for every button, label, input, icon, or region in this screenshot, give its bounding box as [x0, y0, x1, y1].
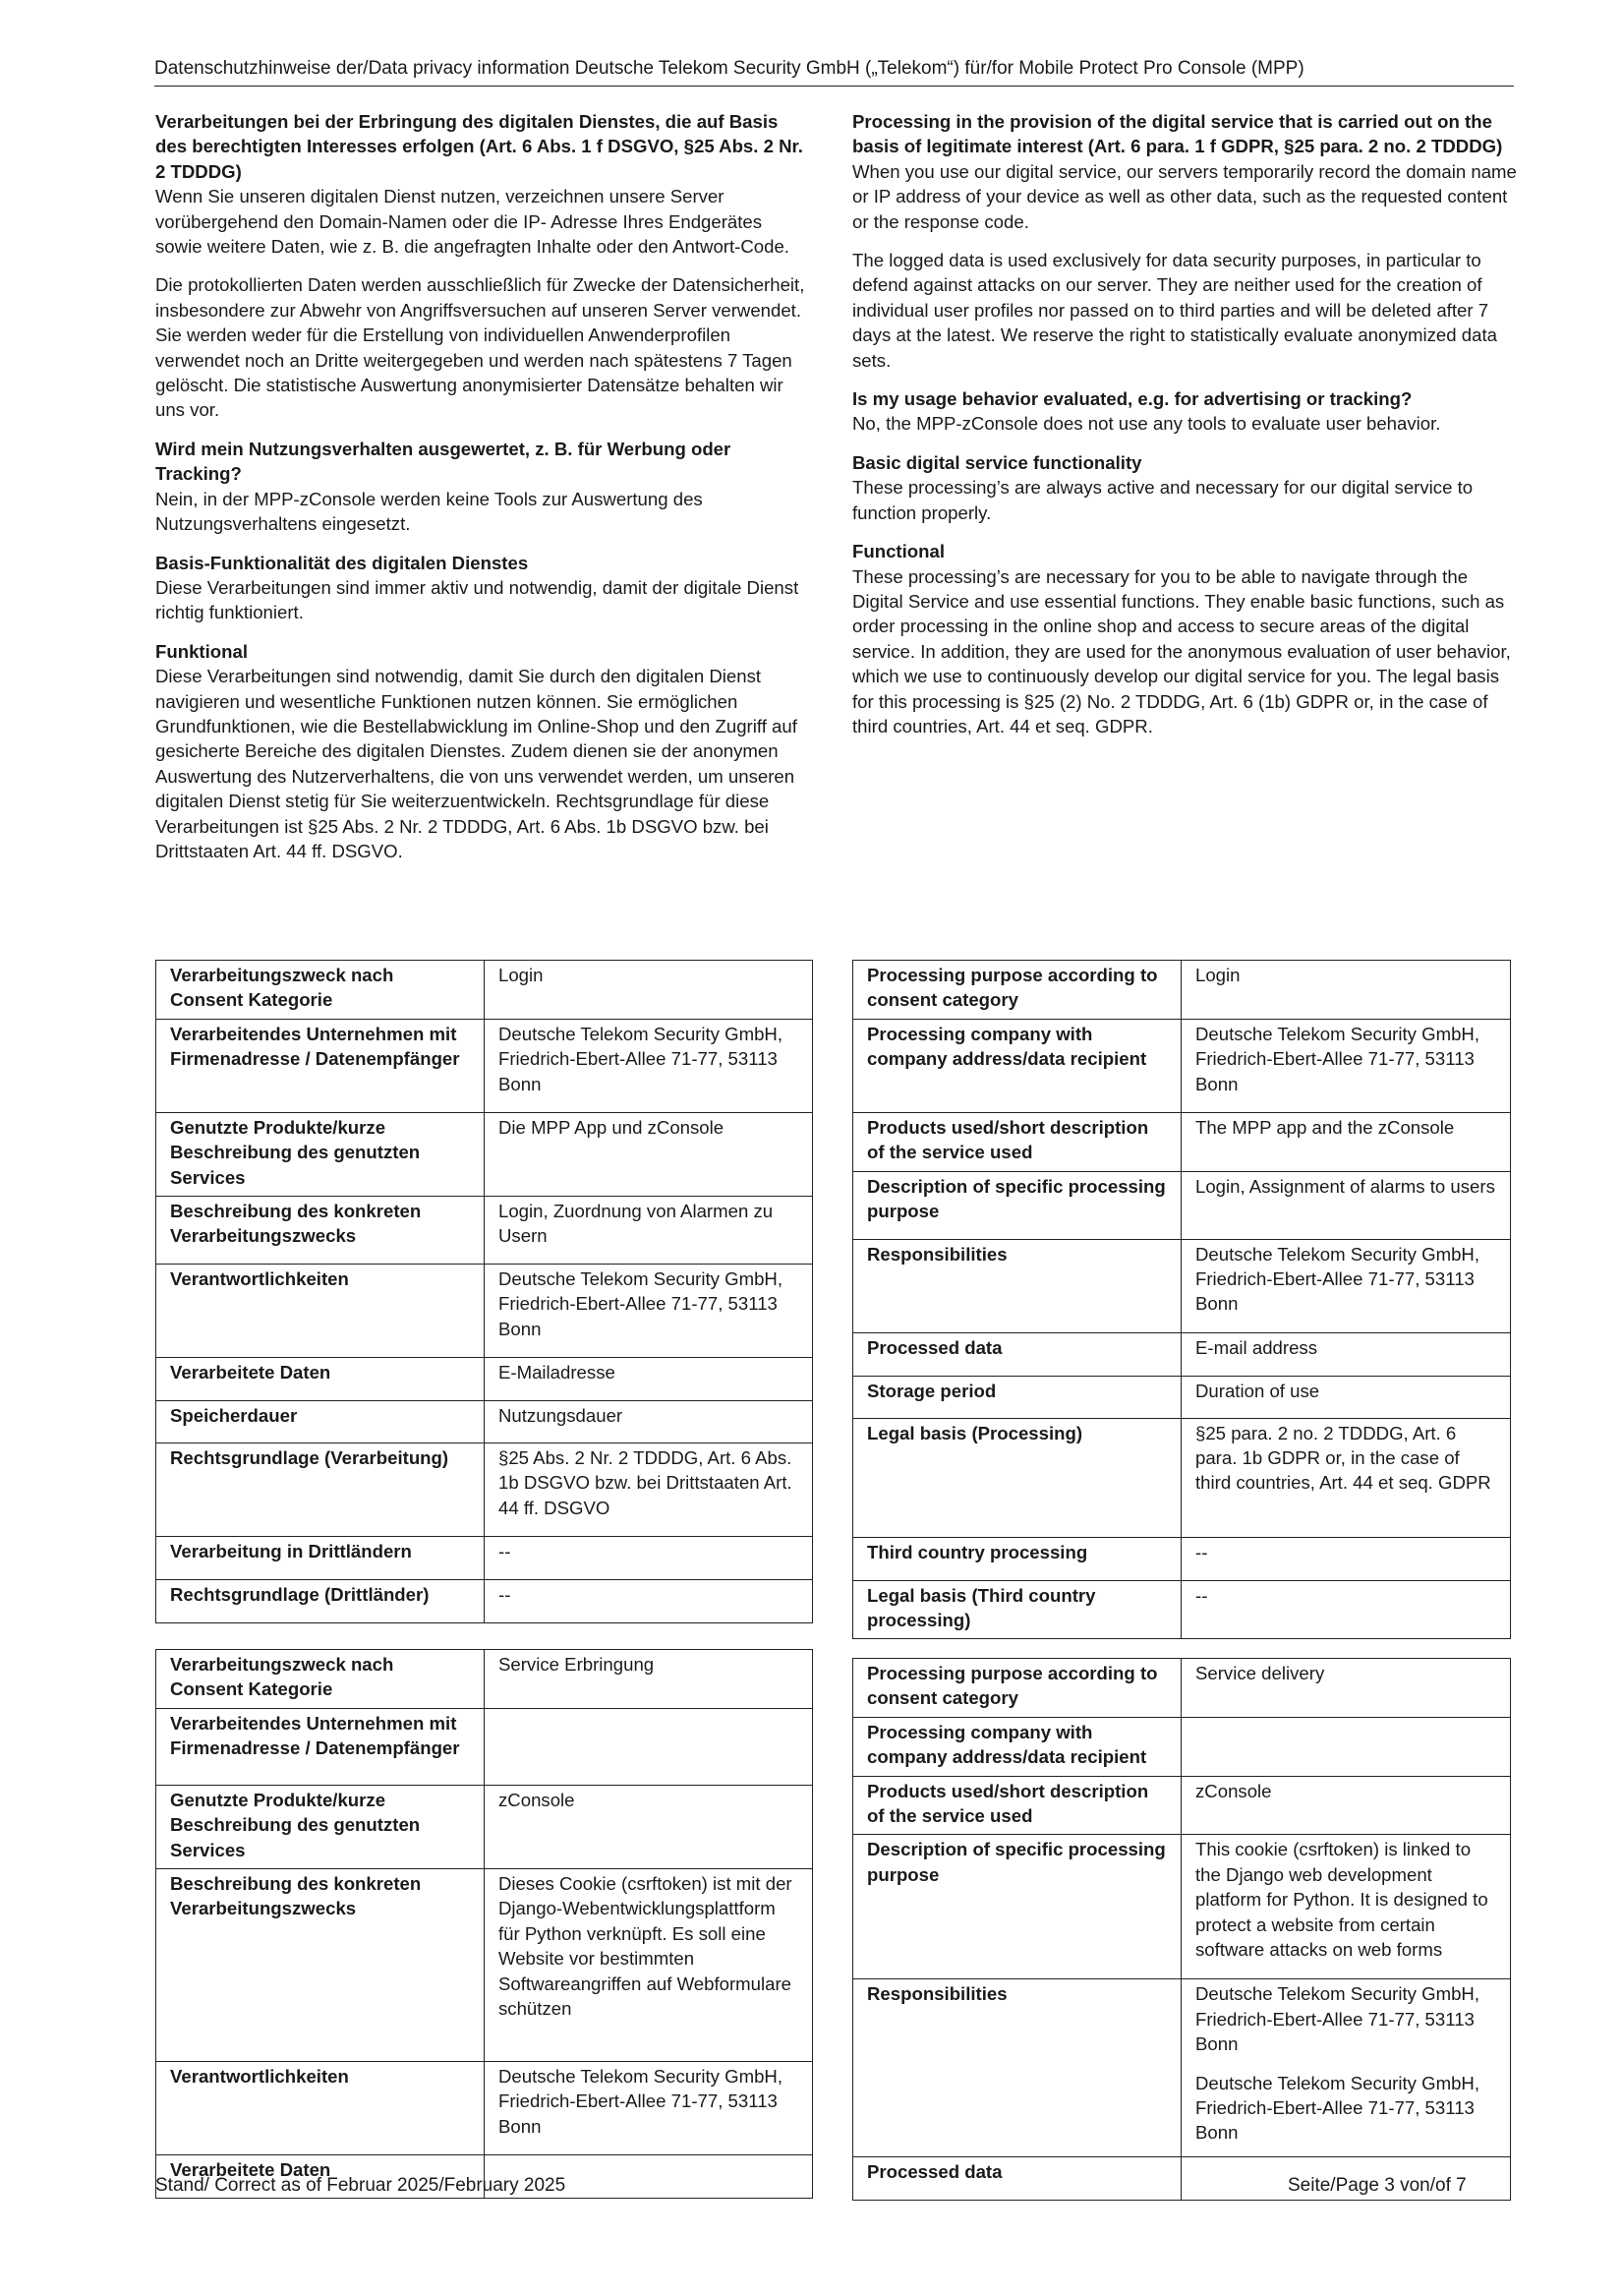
- section-heading: Functional: [852, 541, 945, 562]
- paragraph: Die protokollierten Daten werden ausschließlich für Zwecke der Datensicherheit, insbesondere zur Abwehr von Angriffsversuchen auf unseren Server verwendet. Sie werden weder für die Erstellung von individuellen Anwenderprofilen verwendet noch an Dritte weitergegeben und werden nach spätestens 7 Tagen gelöscht. Die statistische Auswertung anonymisierter Datensätze behalten wir uns vor.: [155, 274, 805, 421]
- section-basic-functionality: [852, 450, 1517, 525]
- table-row: [156, 1358, 813, 1401]
- table-key: Products used/short description of the service used: [853, 1112, 1182, 1171]
- table-row: [853, 1112, 1511, 1171]
- table-value: [1182, 1717, 1511, 1776]
- table-en-service: [852, 1658, 1511, 2201]
- table-key: Description of specific processing purpose: [853, 1835, 1182, 1979]
- table-value: This cookie (csrftoken) is linked to the Django web development platform for Python. It is designed to protect a website from certain software attacks on web forms: [1182, 1835, 1511, 1979]
- table-key: Speicherdauer: [156, 1401, 485, 1443]
- table-row: [156, 961, 813, 1020]
- section-functional: [155, 639, 807, 864]
- table-value: §25 para. 2 no. 2 TDDDG, Art. 6 para. 1b GDPR or, in the case of third countries, Art. 44 et seq. GDPR: [1182, 1418, 1511, 1537]
- table-key: Processing purpose according to consent category: [853, 961, 1182, 1020]
- table-row: [853, 1376, 1511, 1418]
- paragraph: When you use our digital service, our servers temporarily record the domain name or IP address of your device as well as other data, such as the requested content or the response code.: [852, 160, 1517, 232]
- table-row: [156, 1537, 813, 1580]
- table-key: Verantwortlichkeiten: [156, 1265, 485, 1358]
- table-value: Deutsche Telekom Security GmbH, Friedrich-Ebert-Allee 71-77, 53113 Bonn: [485, 1265, 813, 1358]
- section-legitimate-interest: [852, 109, 1517, 373]
- paragraph: No, the MPP-zConsole does not use any tools to evaluate user behavior.: [852, 413, 1441, 435]
- table-row: [853, 1418, 1511, 1537]
- section-functional: [852, 539, 1517, 738]
- table-value: E-Mailadresse: [485, 1358, 813, 1401]
- table-key: Beschreibung des konkreten Verarbeitungszwecks: [156, 1869, 485, 2062]
- table-row: [853, 1239, 1511, 1332]
- section-heading: Basis-Funktionalität des digitalen Dienstes: [155, 552, 529, 573]
- table-value: Login: [1182, 961, 1511, 1020]
- footer-page-number: Seite/Page 3 von/of 7: [1288, 2175, 1467, 2196]
- table-value: [485, 1708, 813, 1785]
- table-row: [156, 1197, 813, 1265]
- table-key: Verarbeitung in Drittländern: [156, 1537, 485, 1580]
- table-value: zConsole: [1182, 1776, 1511, 1835]
- footer-date: Stand/ Correct as of Februar 2025/February 2025: [155, 2175, 566, 2196]
- table-value: --: [1182, 1580, 1511, 1639]
- table-value: --: [1182, 1537, 1511, 1580]
- table-row: [156, 1785, 813, 1868]
- table-row: [156, 2062, 813, 2155]
- table-value: Service delivery: [1182, 1659, 1511, 1718]
- section-heading: Processing in the provision of the digital service that is carried out on the basis of legitimate interest (Art. 6 para. 1 f GDPR, §25 para. 2 no. 2 TDDDG): [852, 111, 1503, 157]
- table-key: Beschreibung des konkreten Verarbeitungszwecks: [156, 1197, 485, 1265]
- table-row: [156, 1019, 813, 1112]
- table-de-login: [155, 960, 813, 1623]
- table-key: Verarbeitendes Unternehmen mit Firmenadresse / Datenempfänger: [156, 1019, 485, 1112]
- paragraph: Wenn Sie unseren digitalen Dienst nutzen, verzeichnen unsere Server vorübergehend den Domain-Namen oder die IP- Adresse Ihres Endgerätes sowie weitere Daten, wie z. B. die angefragten Inhalte oder den Antwort-Code.: [155, 186, 789, 258]
- table-value: Deutsche Telekom Security GmbH, Friedrich-Ebert-Allee 71-77, 53113 Bonn: [1182, 1239, 1511, 1332]
- table-key: Verarbeitungszweck nach Consent Kategorie: [156, 961, 485, 1020]
- section-heading: Wird mein Nutzungsverhalten ausgewertet, z. B. für Werbung oder Tracking?: [155, 438, 731, 485]
- column-english: [852, 109, 1517, 752]
- table-value: Die MPP App und zConsole: [485, 1112, 813, 1196]
- table-key: Verarbeitungszweck nach Consent Kategorie: [156, 1650, 485, 1709]
- table-value: Duration of use: [1182, 1376, 1511, 1418]
- section-basic-functionality: [155, 551, 807, 625]
- table-key: Storage period: [853, 1376, 1182, 1418]
- table-value: Service Erbringung: [485, 1650, 813, 1709]
- table-value-text: Deutsche Telekom Security GmbH, Friedrich-Ebert-Allee 71-77, 53113 Bonn: [1195, 1983, 1480, 2055]
- table-key: Verarbeitendes Unternehmen mit Firmenadresse / Datenempfänger: [156, 1708, 485, 1785]
- table-key: Processed data: [853, 1332, 1182, 1376]
- table-key: Products used/short description of the service used: [853, 1776, 1182, 1835]
- table-key: Description of specific processing purpose: [853, 1171, 1182, 1239]
- table-row: [853, 1019, 1511, 1112]
- table-row: [156, 1401, 813, 1443]
- table-de-service: [155, 1649, 813, 2199]
- table-row: [853, 1580, 1511, 1639]
- table-row: [156, 1112, 813, 1196]
- section-heading: Verarbeitungen bei der Erbringung des digitalen Dienstes, die auf Basis des berechtigten Interesses erfolgen (Art. 6 Abs. 1 f DSGVO, §25 Abs. 2 Nr. 2 TDDDG): [155, 111, 803, 182]
- table-value: --: [485, 1580, 813, 1623]
- table-value: [1182, 1979, 1511, 2157]
- table-value: The MPP app and the zConsole: [1182, 1112, 1511, 1171]
- table-row: [853, 1835, 1511, 1979]
- table-value: Login, Zuordnung von Alarmen zu Usern: [485, 1197, 813, 1265]
- paragraph: Diese Verarbeitungen sind immer aktiv und notwendig, damit der digitale Dienst richtig funktioniert.: [155, 576, 799, 623]
- page-header: Datenschutzhinweise der/Data privacy information Deutsche Telekom Security GmbH („Telekom“) für/for Mobile Protect Pro Console (MPP): [154, 56, 1514, 87]
- table-row: [853, 1717, 1511, 1776]
- section-heading: Is my usage behavior evaluated, e.g. for advertising or tracking?: [852, 388, 1413, 410]
- table-key: Rechtsgrundlage (Drittländer): [156, 1580, 485, 1623]
- table-value: --: [485, 1537, 813, 1580]
- table-value: §25 Abs. 2 Nr. 2 TDDDG, Art. 6 Abs. 1b DSGVO bzw. bei Drittstaaten Art. 44 ff. DSGVO: [485, 1443, 813, 1537]
- table-value: zConsole: [485, 1785, 813, 1868]
- table-row: [853, 1332, 1511, 1376]
- section-legitimate-interest: [155, 109, 807, 423]
- table-value: E-mail address: [1182, 1332, 1511, 1376]
- paragraph: Nein, in der MPP-zConsole werden keine Tools zur Auswertung des Nutzungsverhaltens eingesetzt.: [155, 488, 703, 535]
- table-value: Login: [485, 961, 813, 1020]
- table-row: [853, 1171, 1511, 1239]
- table-key: Processing purpose according to consent category: [853, 1659, 1182, 1718]
- table-row: [156, 1443, 813, 1537]
- table-key: Processed data: [853, 2157, 1182, 2201]
- table-value: Login, Assignment of alarms to users: [1182, 1171, 1511, 1239]
- table-key: Processing company with company address/data recipient: [853, 1019, 1182, 1112]
- table-value-text: Deutsche Telekom Security GmbH, Friedrich-Ebert-Allee 71-77, 53113 Bonn: [1195, 2072, 1480, 2144]
- section-usage-tracking: [852, 386, 1517, 437]
- table-row: [156, 1265, 813, 1358]
- table-row: [156, 1869, 813, 2062]
- table-row: [853, 1776, 1511, 1835]
- column-german: [155, 109, 807, 877]
- table-key: Verantwortlichkeiten: [156, 2062, 485, 2155]
- table-value: Deutsche Telekom Security GmbH, Friedrich-Ebert-Allee 71-77, 53113 Bonn: [485, 1019, 813, 1112]
- table-key: Legal basis (Processing): [853, 1418, 1182, 1537]
- table-value: Nutzungsdauer: [485, 1401, 813, 1443]
- table-en-login: [852, 960, 1511, 1639]
- section-heading: Funktional: [155, 640, 248, 662]
- paragraph: Diese Verarbeitungen sind notwendig, damit Sie durch den digitalen Dienst navigieren und wesentliche Funktionen nutzen können. Sie ermöglichen Grundfunktionen, wie die Bestellabwicklung im Online-Shop und den Zugriff auf gesicherte Bereiche des digitalen Dienstes. Zudem dienen sie der anonymen Auswertung des Nutzerverhaltens, die von uns verwendet werden, um unseren digitalen Dienst stetig für Sie weiterzuentwickeln. Rechtsgrundlage für diese Verarbeitungen ist §25 Abs. 2 Nr. 2 TDDDG, Art. 6 Abs. 1b DSGVO bzw. bei Drittstaaten Art. 44 ff. DSGVO.: [155, 666, 797, 861]
- table-key: Legal basis (Third country processing): [853, 1580, 1182, 1639]
- table-row: [853, 1659, 1511, 1718]
- table-value: Deutsche Telekom Security GmbH, Friedrich-Ebert-Allee 71-77, 53113 Bonn: [1182, 1019, 1511, 1112]
- table-key: Rechtsgrundlage (Verarbeitung): [156, 1443, 485, 1537]
- table-key: Responsibilities: [853, 1979, 1182, 2157]
- table-row: [156, 1708, 813, 1785]
- table-key: Third country processing: [853, 1537, 1182, 1580]
- table-row: [853, 1979, 1511, 2157]
- table-row: [853, 961, 1511, 1020]
- table-key: Responsibilities: [853, 1239, 1182, 1332]
- table-row: [156, 1650, 813, 1709]
- paragraph: These processing’s are always active and necessary for our digital service to function properly.: [852, 477, 1474, 523]
- table-value: Deutsche Telekom Security GmbH, Friedrich-Ebert-Allee 71-77, 53113 Bonn: [485, 2062, 813, 2155]
- section-usage-tracking: [155, 437, 807, 537]
- table-key: Genutzte Produkte/kurze Beschreibung des genutzten Services: [156, 1785, 485, 1868]
- table-key: Verarbeitete Daten: [156, 1358, 485, 1401]
- table-value: Dieses Cookie (csrftoken) ist mit der Django-Webentwicklungsplattform für Python verknüpft. Es soll eine Website vor bestimmten Softwareangriffen auf Webformulare schützen: [485, 1869, 813, 2062]
- table-key: Genutzte Produkte/kurze Beschreibung des genutzten Services: [156, 1112, 485, 1196]
- section-heading: Basic digital service functionality: [852, 451, 1142, 473]
- table-row: [853, 1537, 1511, 1580]
- table-key: Verarbeitete Daten: [156, 2155, 485, 2199]
- table-row: [156, 1580, 813, 1623]
- table-key: Processing company with company address/data recipient: [853, 1717, 1182, 1776]
- paragraph: These processing’s are necessary for you to be able to navigate through the Digital Service and use essential functions. They enable basic functions, such as order processing in the online shop and access to secure areas of the digital service. In addition, they are used for the anonymous evaluation of user behavior, which we use to continuously develop our digital service for you. The legal basis for this processing is §25 (2) No. 2 TDDDG, Art. 6 (1b) GDPR or, in the case of third countries, Art. 44 et seq. GDPR.: [852, 565, 1511, 736]
- paragraph: The logged data is used exclusively for data security purposes, in particular to defend against attacks on our server. They are neither used for the creation of individual user profiles nor passed on to third parties and will be deleted after 7 days at the latest. We reserve the right to statistically evaluate anonymized data sets.: [852, 250, 1497, 371]
